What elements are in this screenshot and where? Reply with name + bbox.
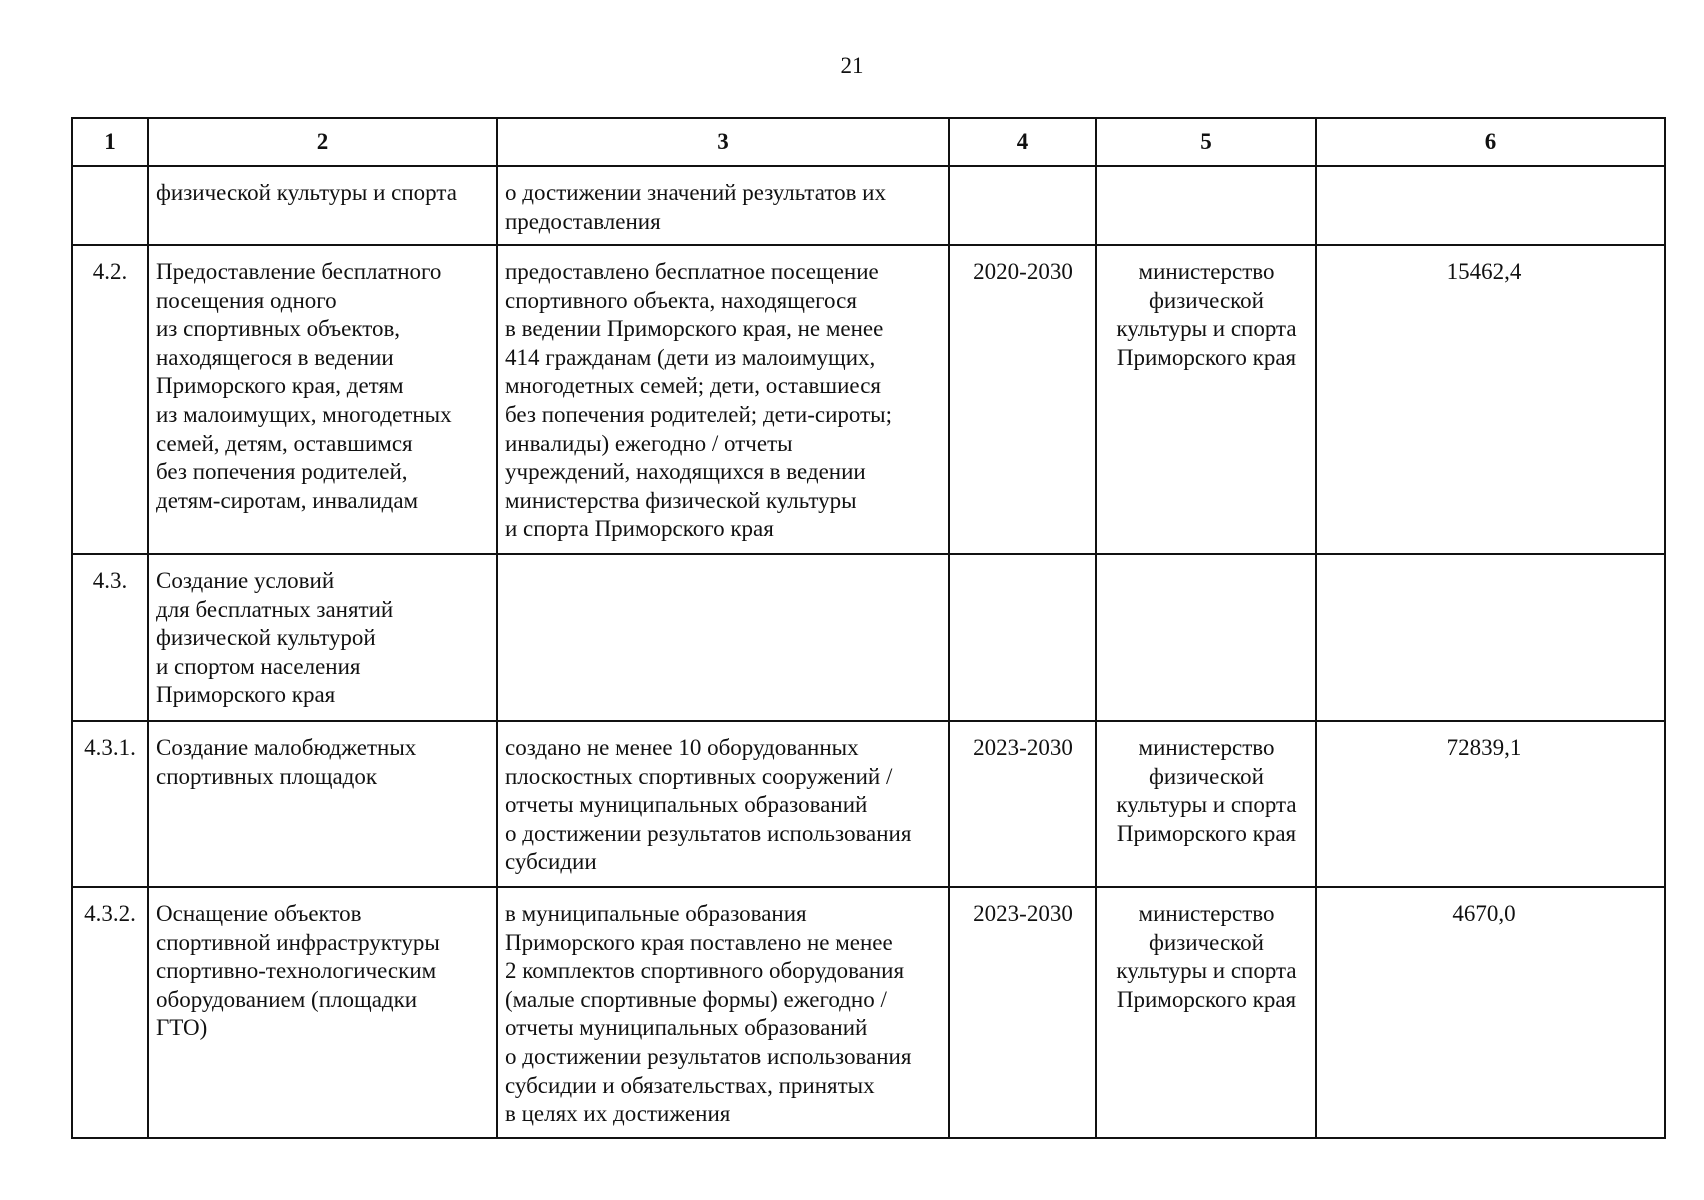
- amount-cell: [1316, 554, 1665, 721]
- result-cell: [497, 166, 949, 245]
- text-line: и спортом населения: [156, 653, 361, 679]
- result-cell: [497, 245, 949, 554]
- text-line: министерство: [1138, 735, 1275, 760]
- text-line: учреждений, находящихся в ведении: [505, 459, 866, 485]
- text-line: Оснащение объектов: [156, 901, 362, 926]
- text-line: в ведении Приморского края, не менее: [505, 316, 884, 342]
- text-line: плоскостных спортивных сооружений /: [505, 763, 893, 789]
- table-row: [72, 245, 1665, 554]
- text-line: Приморского края: [1116, 344, 1297, 370]
- item-number-cell: 4.3.1.: [72, 721, 148, 887]
- table-row: [72, 887, 1665, 1138]
- page-number: 21: [840, 53, 864, 78]
- text-line: из малоимущих, многодетных: [156, 401, 452, 427]
- period-cell: 2023-2030: [949, 887, 1096, 1138]
- result-cell: [497, 721, 949, 887]
- text-line: министерства физической культуры: [505, 487, 857, 513]
- text-line: детям-сиротам, инвалидам: [156, 487, 419, 513]
- text-line: физической: [1149, 763, 1264, 789]
- period-cell: [949, 554, 1096, 721]
- table-row: [72, 721, 1665, 887]
- text-line: Создание малобюджетных: [156, 735, 417, 760]
- text-line: ГТО): [156, 1015, 208, 1041]
- text-line: в целях их достижения: [505, 1101, 731, 1127]
- amount-cell: 15462,4: [1316, 245, 1665, 554]
- activity-cell: [148, 721, 497, 887]
- item-number-cell: [72, 166, 148, 245]
- text-line: семей, детям, оставшимся: [156, 430, 413, 456]
- text-line: субсидии: [505, 849, 597, 875]
- text-line: Создание условий: [156, 568, 335, 593]
- executor-cell: [1096, 245, 1316, 554]
- text-line: находящегося в ведении: [156, 344, 394, 370]
- text-line: физической культурой: [156, 625, 376, 651]
- header-col-2: 2: [148, 118, 497, 166]
- text-line: отчеты муниципальных образований: [505, 1015, 868, 1041]
- text-line: для бесплатных занятий: [156, 596, 394, 622]
- text-line: культуры и спорта: [1116, 316, 1297, 342]
- header-col-3: 3: [497, 118, 949, 166]
- executor-cell: [1096, 887, 1316, 1138]
- text-line: создано не менее 10 оборудованных: [505, 735, 859, 760]
- text-line: из спортивных объектов,: [156, 316, 401, 342]
- activity-cell: [148, 166, 497, 245]
- text-line: о достижении результатов использования: [505, 820, 912, 846]
- activity-cell: [148, 887, 497, 1138]
- text-line: министерство: [1138, 259, 1275, 284]
- text-line: 2 комплектов спортивного оборудования: [505, 958, 905, 984]
- text-line: 414 гражданам (дети из малоимущих,: [505, 344, 876, 370]
- measures-table: [71, 117, 1666, 1139]
- text-line: спортивного объекта, находящегося: [505, 287, 857, 313]
- text-line: субсидии и обязательствах, принятых: [505, 1072, 875, 1098]
- period-cell: 2023-2030: [949, 721, 1096, 887]
- text-line: спортивных площадок: [156, 763, 378, 789]
- period-cell: [949, 166, 1096, 245]
- text-line: без попечения родителей,: [156, 459, 408, 485]
- amount-cell: [1316, 166, 1665, 245]
- text-line: предоставления: [505, 208, 661, 234]
- text-line: министерство: [1138, 901, 1275, 926]
- item-number-cell: 4.3.2.: [72, 887, 148, 1138]
- header-col-6: 6: [1316, 118, 1665, 166]
- header-col-5: 5: [1096, 118, 1316, 166]
- text-line: спортивно-технологическим: [156, 958, 437, 984]
- table-body: [72, 166, 1665, 1138]
- text-line: физической культуры и спорта: [156, 180, 457, 205]
- executor-cell: [1096, 721, 1316, 887]
- text-line: отчеты муниципальных образований: [505, 792, 868, 818]
- executor-cell: [1096, 554, 1316, 721]
- text-line: о достижении значений результатов их: [505, 180, 886, 205]
- text-line: многодетных семей; дети, оставшиеся: [505, 373, 881, 399]
- result-cell: [497, 887, 949, 1138]
- text-line: Приморского края: [1116, 820, 1297, 846]
- result-cell: [497, 554, 949, 721]
- text-line: культуры и спорта: [1116, 958, 1297, 984]
- header-row: [72, 118, 1665, 166]
- header-col-4: 4: [949, 118, 1096, 166]
- text-line: без попечения родителей; дети-сироты;: [505, 401, 892, 427]
- text-line: Приморского края: [156, 682, 336, 708]
- text-line: физической: [1149, 287, 1264, 313]
- text-line: в муниципальные образования: [505, 901, 807, 926]
- text-line: Приморского края, детям: [156, 373, 404, 399]
- text-line: Приморского края: [1116, 986, 1297, 1012]
- text-line: инвалиды) ежегодно / отчеты: [505, 430, 793, 456]
- text-line: о достижении результатов использования: [505, 1043, 912, 1069]
- table-row: [72, 166, 1665, 245]
- text-line: Предоставление бесплатного: [156, 259, 442, 284]
- item-number-cell: 4.3.: [72, 554, 148, 721]
- text-line: и спорта Приморского края: [505, 516, 774, 542]
- period-cell: 2020-2030: [949, 245, 1096, 554]
- text-line: посещения одного: [156, 287, 337, 313]
- item-number-cell: 4.2.: [72, 245, 148, 554]
- executor-cell: [1096, 166, 1316, 245]
- header-col-1: 1: [72, 118, 148, 166]
- text-line: Приморского края поставлено не менее: [505, 929, 893, 955]
- text-line: физической: [1149, 929, 1264, 955]
- text-line: спортивной инфраструктуры: [156, 929, 440, 955]
- text-line: оборудованием (площадки: [156, 986, 418, 1012]
- text-line: культуры и спорта: [1116, 792, 1297, 818]
- table-row: [72, 554, 1665, 721]
- amount-cell: 4670,0: [1316, 887, 1665, 1138]
- amount-cell: 72839,1: [1316, 721, 1665, 887]
- text-line: (малые спортивные формы) ежегодно /: [505, 986, 887, 1012]
- text-line: предоставлено бесплатное посещение: [505, 259, 879, 284]
- activity-cell: [148, 245, 497, 554]
- activity-cell: [148, 554, 497, 721]
